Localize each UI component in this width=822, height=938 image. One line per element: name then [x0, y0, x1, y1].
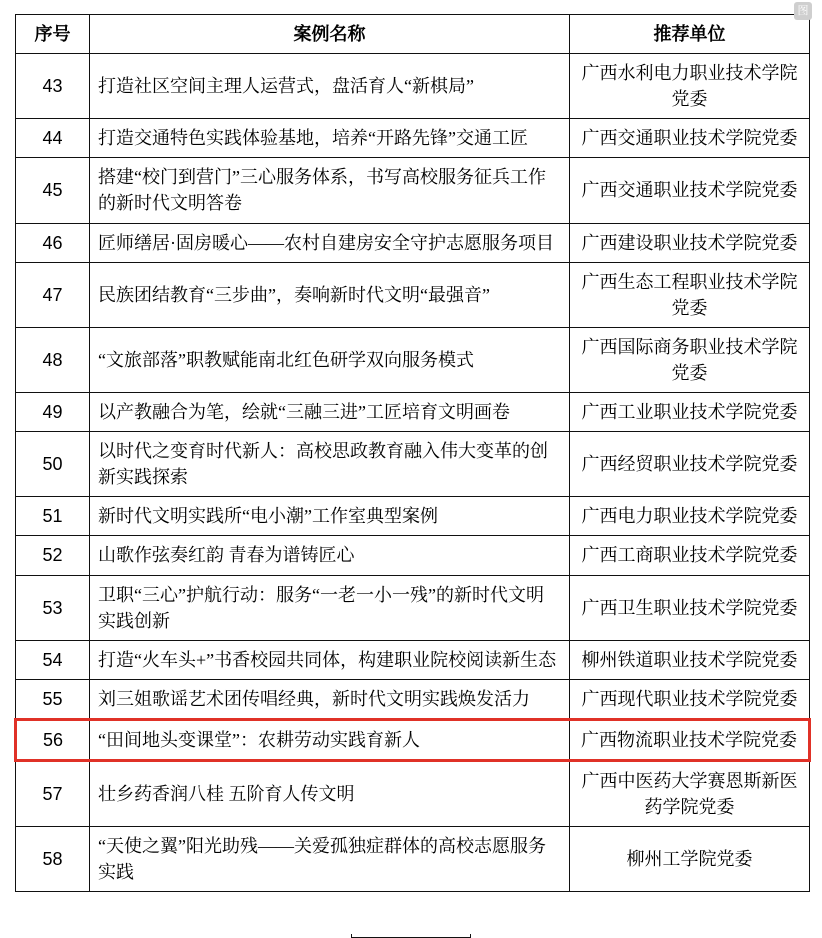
table-row	[16, 432, 810, 497]
cell-no: 43	[16, 54, 90, 119]
cell-unit: 广西工商职业技术学院党委	[570, 536, 810, 575]
cell-unit: 柳州工学院党委	[570, 827, 810, 892]
image-placeholder-icon: 图	[794, 2, 812, 20]
next-row-partial	[351, 934, 471, 938]
cell-no: 56	[16, 719, 90, 760]
cell-no: 44	[16, 119, 90, 158]
cell-no: 50	[16, 432, 90, 497]
cell-no: 51	[16, 497, 90, 536]
cell-no: 49	[16, 393, 90, 432]
table-row	[16, 640, 810, 679]
cell-no: 58	[16, 827, 90, 892]
cell-no: 47	[16, 262, 90, 327]
column-header-unit: 推荐单位	[570, 15, 810, 54]
table-body	[16, 54, 810, 892]
cell-no: 45	[16, 158, 90, 223]
cell-unit: 广西交通职业技术学院党委	[570, 119, 810, 158]
table-row	[16, 760, 810, 826]
table-row	[16, 536, 810, 575]
cell-name: “天使之翼”阳光助残——关爱孤独症群体的高校志愿服务实践	[90, 827, 570, 892]
cell-unit: 广西电力职业技术学院党委	[570, 497, 810, 536]
cell-name: 刘三姐歌谣艺术团传唱经典，新时代文明实践焕发活力	[90, 679, 570, 719]
column-header-no: 序号	[16, 15, 90, 54]
cell-no: 48	[16, 327, 90, 392]
table-row	[16, 679, 810, 719]
cell-unit: 广西建设职业技术学院党委	[570, 223, 810, 262]
table-row	[16, 827, 810, 892]
cell-unit: 广西卫生职业技术学院党委	[570, 575, 810, 640]
cell-unit: 广西经贸职业技术学院党委	[570, 432, 810, 497]
cell-name: 山歌作弦奏红韵 青春为谱铸匠心	[90, 536, 570, 575]
cell-name: 民族团结教育“三步曲”，奏响新时代文明“最强音”	[90, 262, 570, 327]
cell-name: 新时代文明实践所“电小潮”工作室典型案例	[90, 497, 570, 536]
cell-no: 55	[16, 679, 90, 719]
table-row	[16, 497, 810, 536]
cell-name: 打造交通特色实践体验基地，培养“开路先锋”交通工匠	[90, 119, 570, 158]
table-row	[16, 54, 810, 119]
case-list-table	[14, 14, 811, 892]
column-header-name: 案例名称	[90, 15, 570, 54]
cell-unit: 广西现代职业技术学院党委	[570, 679, 810, 719]
table-row	[16, 119, 810, 158]
cell-no: 57	[16, 760, 90, 826]
cell-name: 卫职“三心”护航行动：服务“一老一小一残”的新时代文明实践创新	[90, 575, 570, 640]
cell-no: 46	[16, 223, 90, 262]
table-row-highlighted	[16, 719, 810, 760]
cell-name: “田间地头变课堂”：农耕劳动实践育新人	[90, 719, 570, 760]
cell-unit: 广西水利电力职业技术学院党委	[570, 54, 810, 119]
cell-unit: 广西国际商务职业技术学院党委	[570, 327, 810, 392]
table-row	[16, 223, 810, 262]
table-row	[16, 262, 810, 327]
cell-no: 54	[16, 640, 90, 679]
table-row	[16, 327, 810, 392]
cell-name: 匠师缮居·固房暖心——农村自建房安全守护志愿服务项目	[90, 223, 570, 262]
table-row	[16, 393, 810, 432]
cell-no: 52	[16, 536, 90, 575]
cell-name: 打造“火车头+”书香校园共同体，构建职业院校阅读新生态	[90, 640, 570, 679]
cell-unit: 广西生态工程职业技术学院党委	[570, 262, 810, 327]
cell-unit: 广西工业职业技术学院党委	[570, 393, 810, 432]
cell-unit: 广西物流职业技术学院党委	[570, 719, 810, 760]
cell-name: 打造社区空间主理人运营式，盘活育人“新棋局”	[90, 54, 570, 119]
table-row	[16, 158, 810, 223]
cell-name: “文旅部落”职教赋能南北红色研学双向服务模式	[90, 327, 570, 392]
cell-no: 53	[16, 575, 90, 640]
cell-name: 以时代之变育时代新人：高校思政教育融入伟大变革的创新实践探索	[90, 432, 570, 497]
table-row	[16, 575, 810, 640]
cell-unit: 柳州铁道职业技术学院党委	[570, 640, 810, 679]
table-header	[16, 15, 810, 54]
cell-unit: 广西交通职业技术学院党委	[570, 158, 810, 223]
cell-name: 搭建“校门到营门”三心服务体系，书写高校服务征兵工作的新时代文明答卷	[90, 158, 570, 223]
cell-name: 以产教融合为笔，绘就“三融三进”工匠培育文明画卷	[90, 393, 570, 432]
table-header-row	[16, 15, 810, 54]
cell-name: 壮乡药香润八桂 五阶育人传文明	[90, 760, 570, 826]
cell-unit: 广西中医药大学赛恩斯新医药学院党委	[570, 760, 810, 826]
